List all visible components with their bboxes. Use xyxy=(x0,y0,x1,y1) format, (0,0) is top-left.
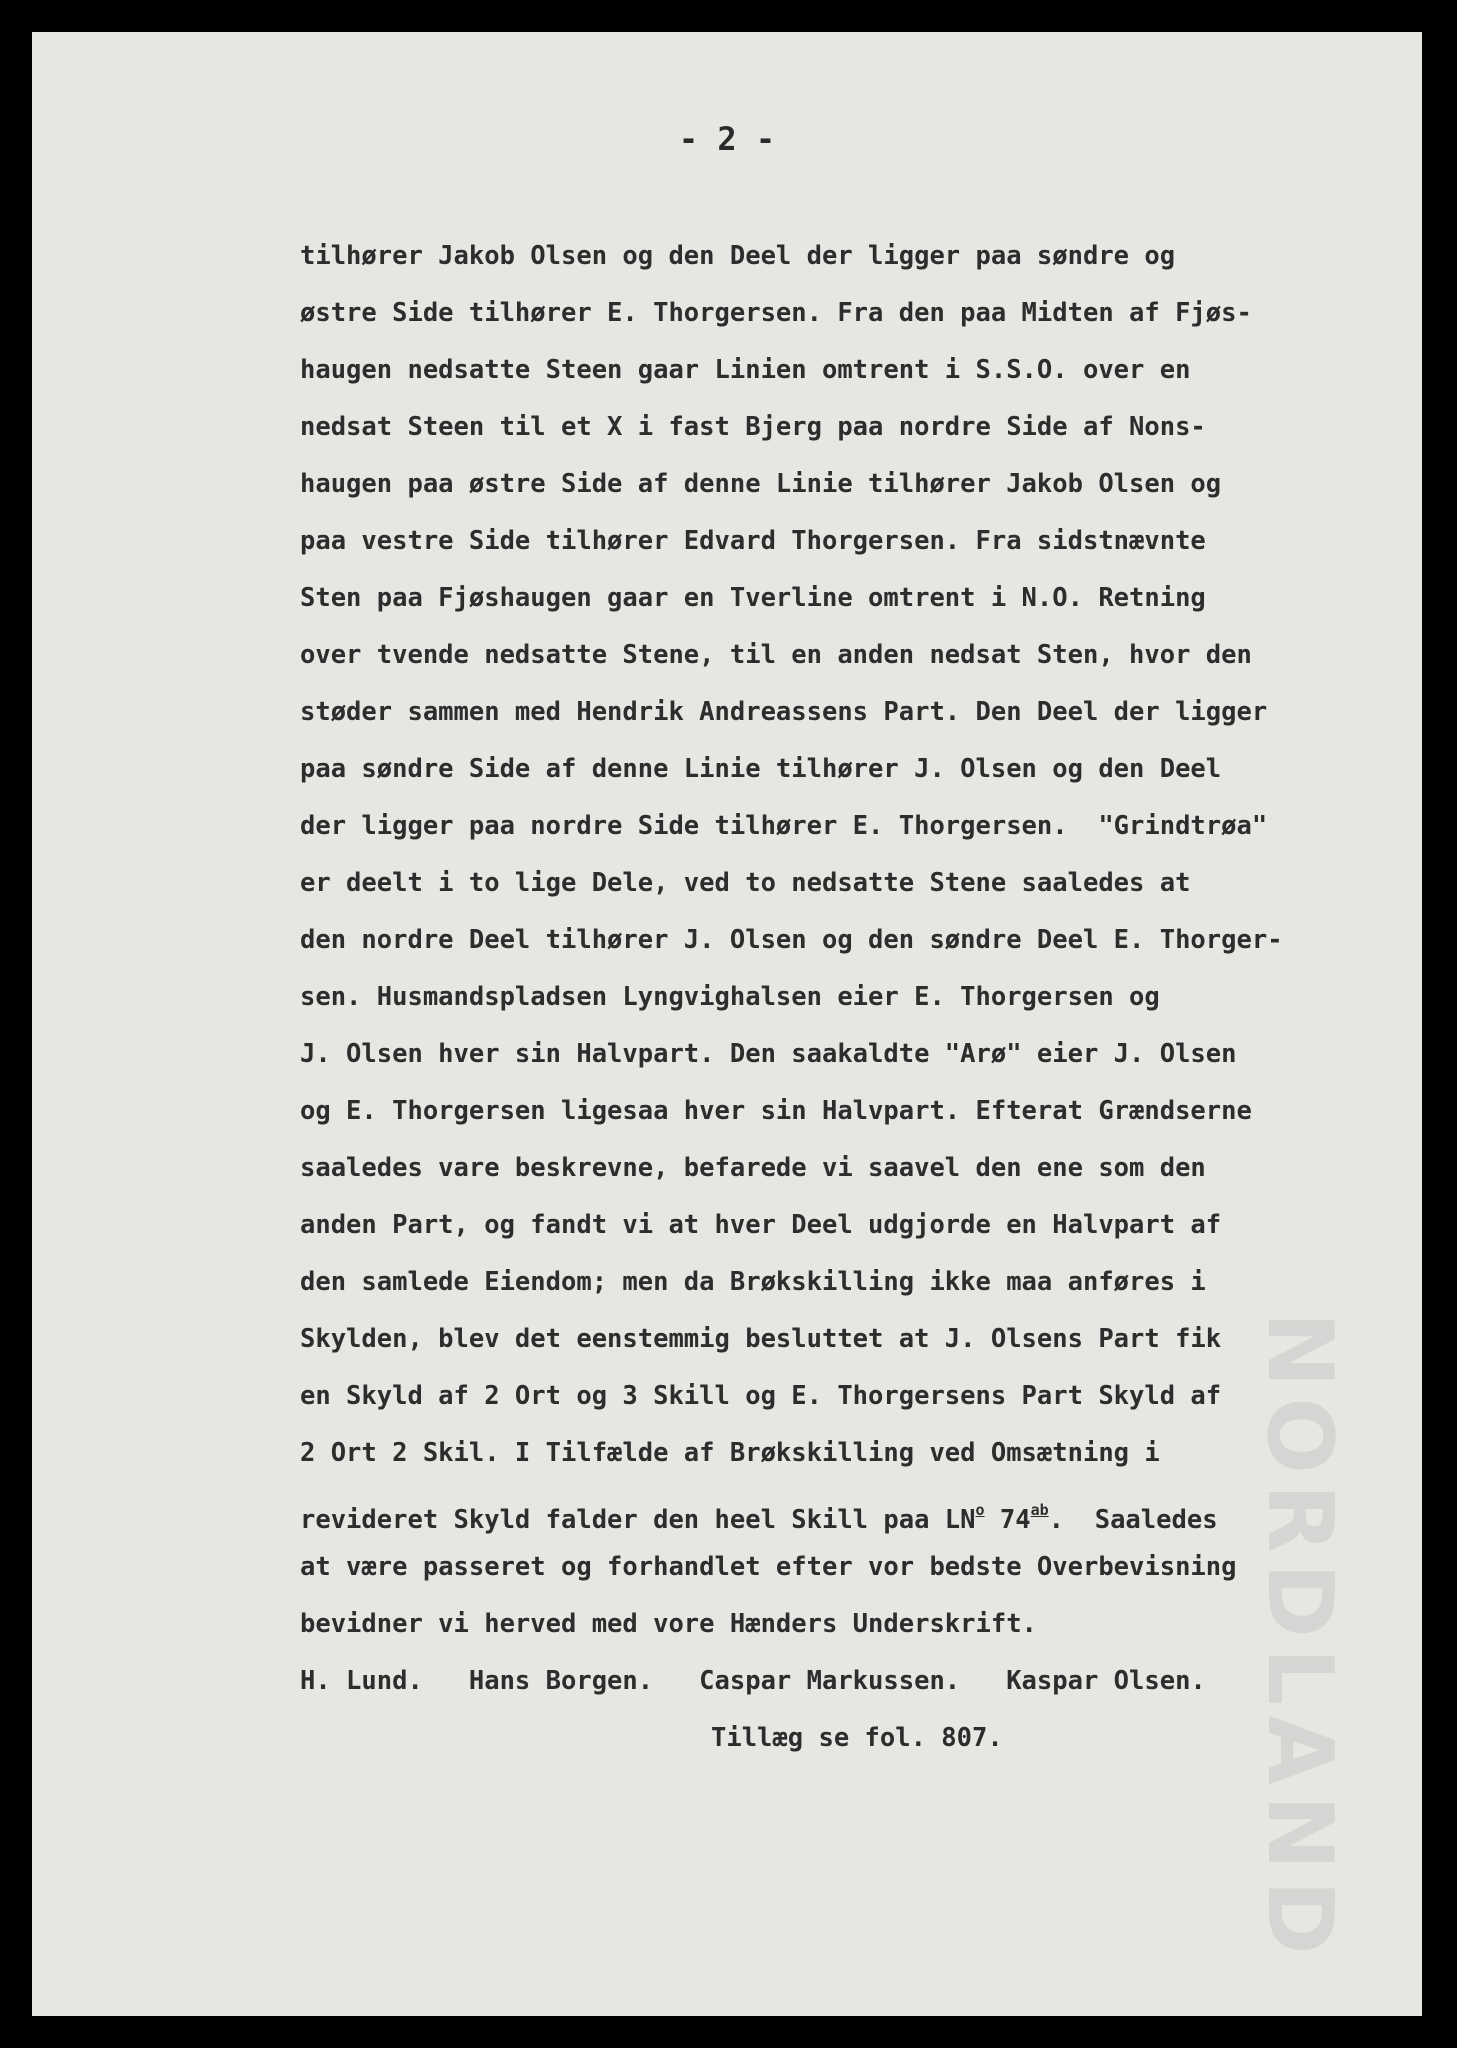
addendum-note: Tillæg se fol. 807. xyxy=(711,1723,1003,1753)
text-line: anden Part, og fandt vi at hver Deel udgjorde en Halvpart af xyxy=(300,1210,1222,1240)
text-segment: revideret Skyld falder den heel Skill paa LN xyxy=(300,1505,976,1535)
watermark: NORDLAND xyxy=(1247,1312,1352,1965)
text-line-with-reference xyxy=(300,1482,1422,1539)
text-line: haugen nedsatte Steen gaar Linien omtrent i S.S.O. over en xyxy=(300,355,1191,385)
superscript: ab xyxy=(1030,1501,1049,1519)
text-segment: 74 xyxy=(984,1505,1031,1535)
text-line: paa søndre Side af denne Linie tilhører J. Olsen og den Deel xyxy=(300,754,1222,784)
text-line: Skylden, blev det eenstemmig besluttet at J. Olsens Part fik xyxy=(300,1324,1222,1354)
text-line: Sten paa Fjøshaugen gaar en Tverline omtrent i N.O. Retning xyxy=(300,583,1206,613)
text-line: paa vestre Side tilhører Edvard Thorgersen. Fra sidstnævnte xyxy=(300,526,1206,556)
document-body xyxy=(300,228,1422,1767)
text-line: haugen paa østre Side af denne Linie tilhører Jakob Olsen og xyxy=(300,469,1222,499)
text-line: tilhører Jakob Olsen og den Deel der ligger paa søndre og xyxy=(300,241,1176,271)
text-line: nedsat Steen til et X i fast Bjerg paa nordre Side af Nons- xyxy=(300,412,1206,442)
text-line: at være passeret og forhandlet efter vor bedste Overbevisning xyxy=(300,1552,1237,1582)
text-line: saaledes vare beskrevne, befarede vi saavel den ene som den xyxy=(300,1153,1206,1183)
text-line: bevidner vi herved med vore Hænders Underskrift. xyxy=(300,1609,1037,1639)
text-line: en Skyld af 2 Ort og 3 Skill og E. Thorgersens Part Skyld af xyxy=(300,1381,1222,1411)
document-page xyxy=(32,32,1422,2016)
page-number: - 2 - xyxy=(678,120,776,158)
text-line: J. Olsen hver sin Halvpart. Den saakaldte "Arø" eier J. Olsen xyxy=(300,1039,1237,1069)
text-line: østre Side tilhører E. Thorgersen. Fra den paa Midten af Fjøs- xyxy=(300,298,1252,328)
superscript: o xyxy=(975,1501,985,1519)
text-segment: . Saaledes xyxy=(1048,1505,1218,1535)
text-line: over tvende nedsatte Stene, til en anden nedsat Sten, hvor den xyxy=(300,640,1252,670)
text-line: den nordre Deel tilhører J. Olsen og den søndre Deel E. Thorger- xyxy=(300,925,1283,955)
text-line: der ligger paa nordre Side tilhører E. Thorgersen. "Grindtrøa" xyxy=(300,811,1268,841)
text-line: 2 Ort 2 Skil. I Tilfælde af Brøkskilling ved Omsætning i xyxy=(300,1438,1160,1468)
text-line: og E. Thorgersen ligesaa hver sin Halvpart. Efterat Grændserne xyxy=(300,1096,1252,1126)
text-line: støder sammen med Hendrik Andreassens Part. Den Deel der ligger xyxy=(300,697,1268,727)
text-line: sen. Husmandspladsen Lyngvighalsen eier E. Thorgersen og xyxy=(300,982,1160,1012)
signatures-line: H. Lund. Hans Borgen. Caspar Markussen. Kaspar Olsen. xyxy=(300,1666,1206,1696)
text-line: den samlede Eiendom; men da Brøkskilling ikke maa anføres i xyxy=(300,1267,1206,1297)
text-line: er deelt i to lige Dele, ved to nedsatte Stene saaledes at xyxy=(300,868,1191,898)
